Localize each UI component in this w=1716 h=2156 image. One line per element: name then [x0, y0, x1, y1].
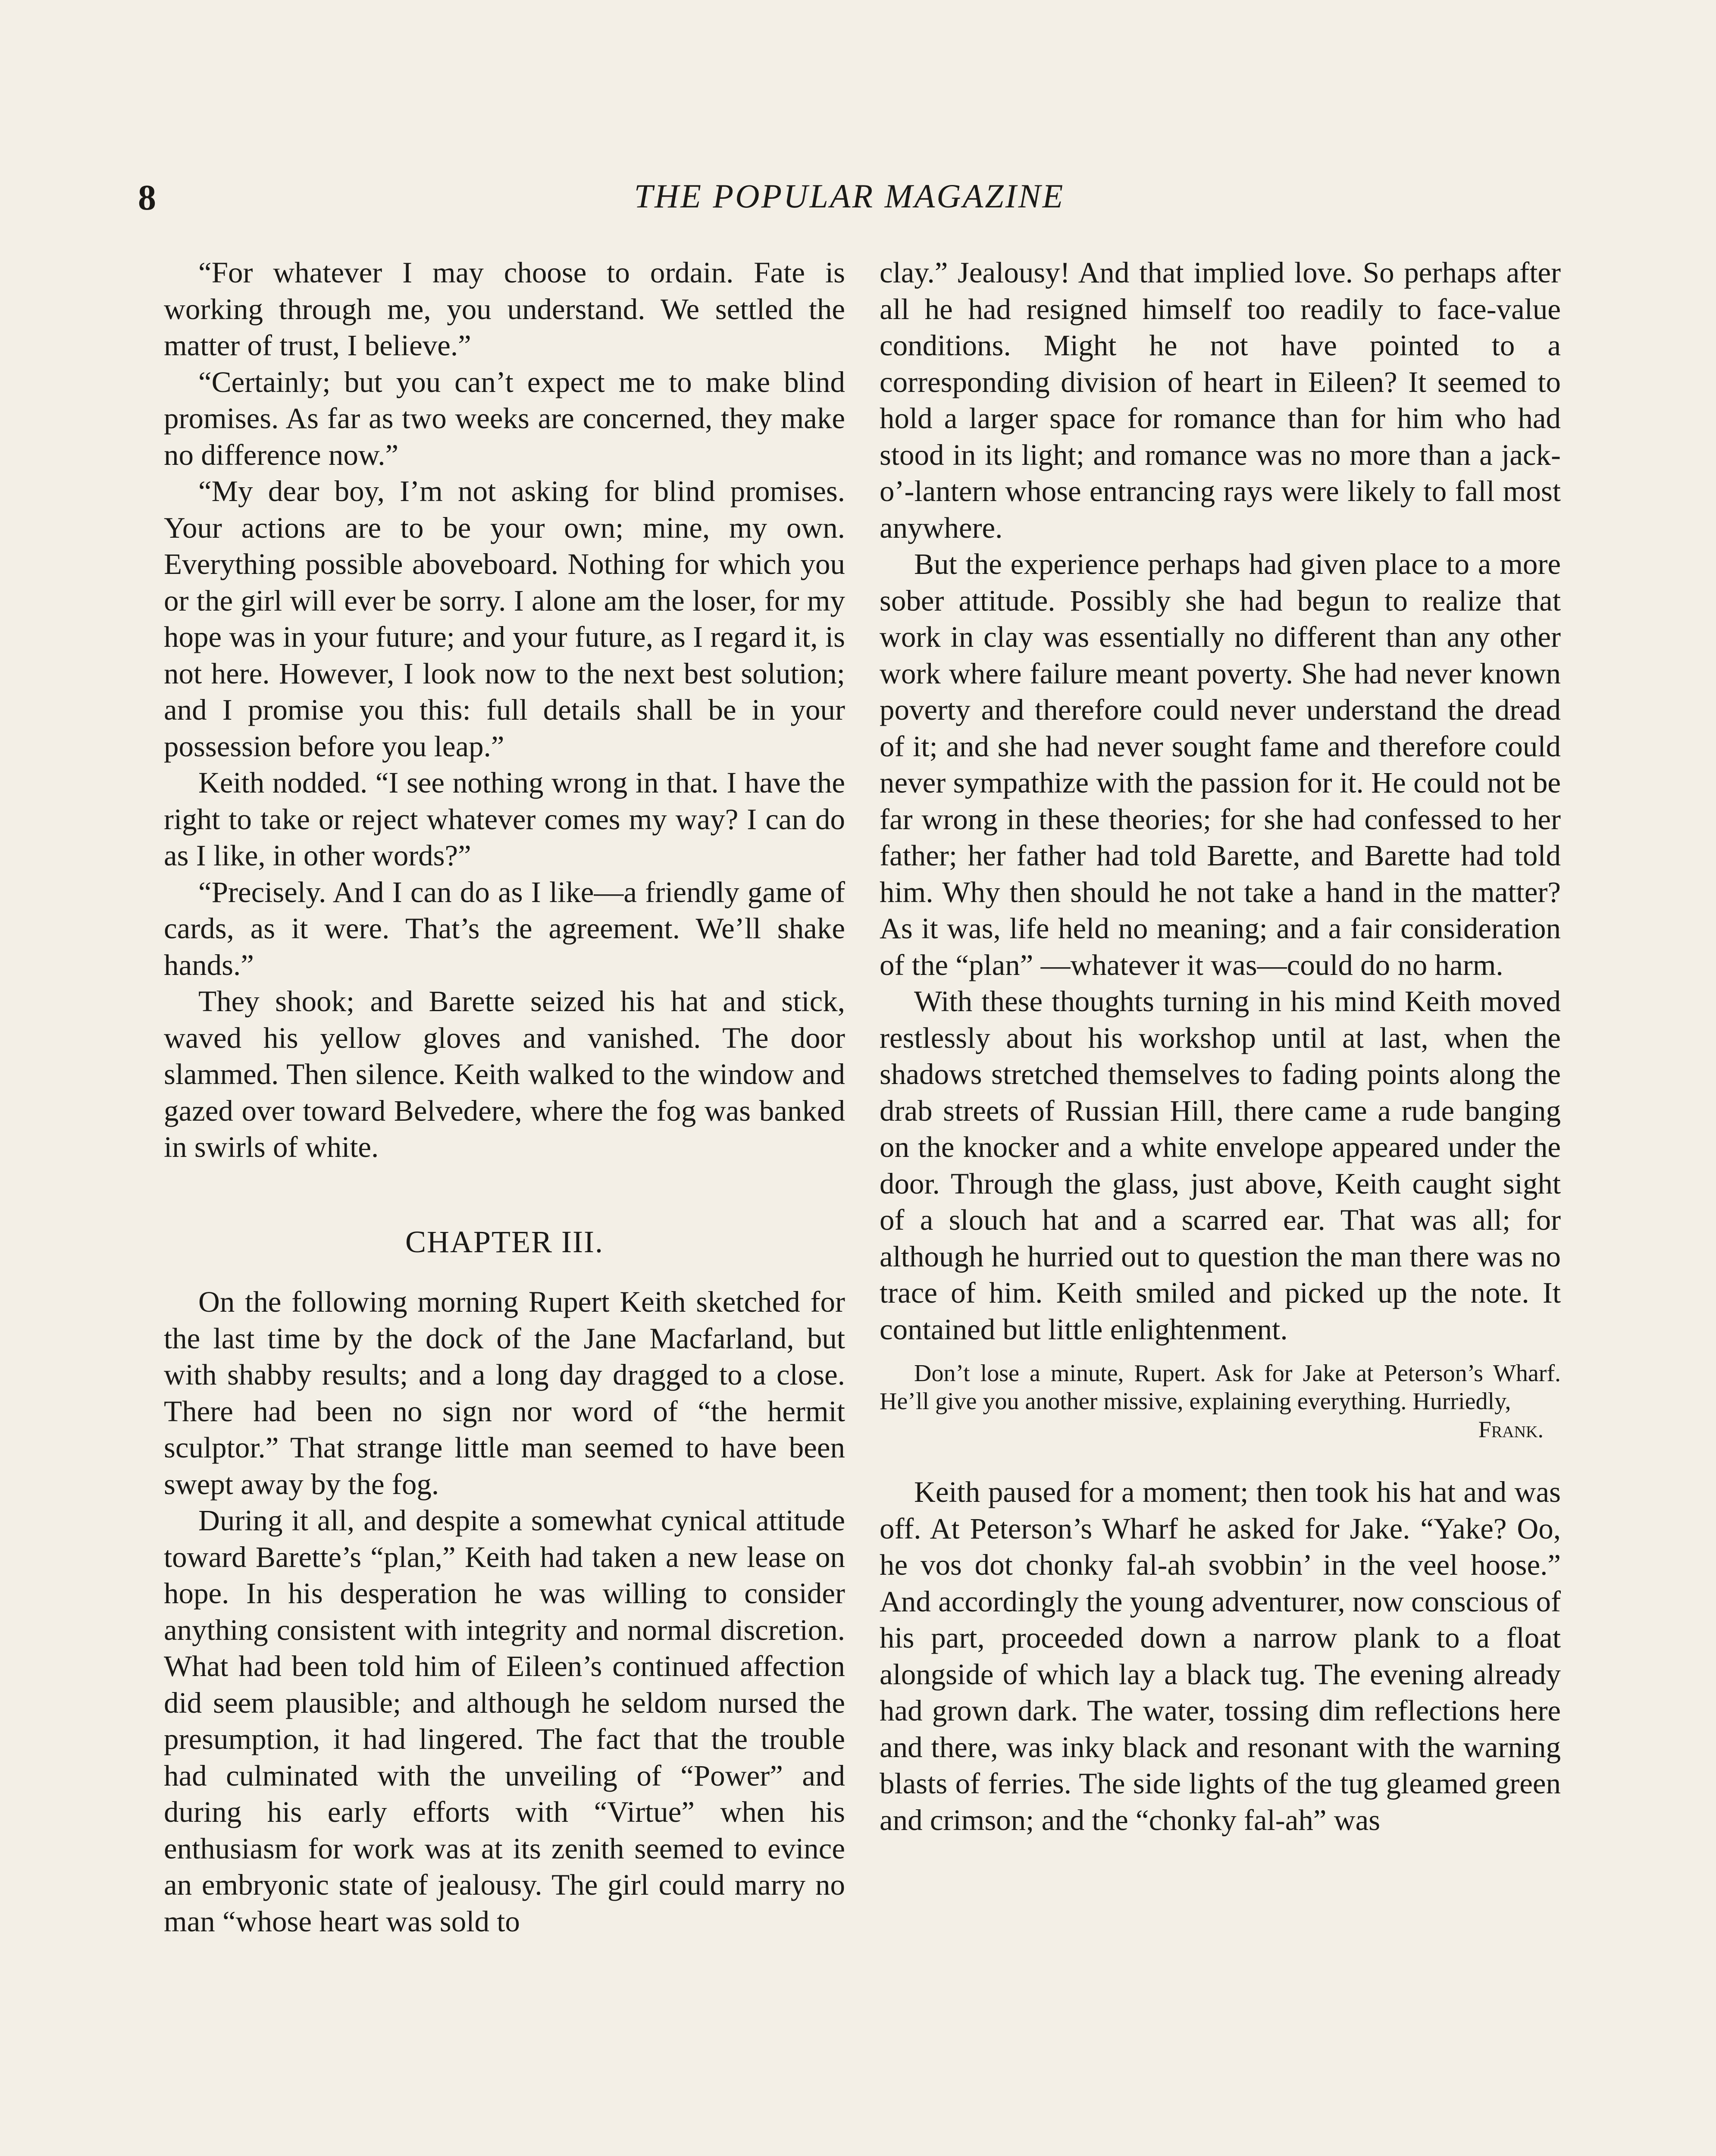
- paragraph: “My dear boy, I’m not asking for blind promises. Your actions are to be your own; mine, my own. Everything possible aboveboard. Nothing for which you or the girl will ever be sorry. I alone am the loser, for my hope was in your future; and your future, as I regard it, is not here. However, I look now to the next best solution; and I promise you this: full details shall be in your possession before you leap.”: [164, 475, 845, 763]
- note-signature: Frank.: [1478, 1416, 1544, 1442]
- chapter-heading: CHAPTER III.: [405, 1224, 604, 1259]
- paragraph: Keith paused for a moment; then took his hat and was off. At Peterson’s Wharf he asked for Jake. “Yake? Oo, he vos dot chonky fal-ah svobbin’ in the veel hoose.” And accordingly the young adventurer, now conscious of his part, proceeded down a narrow plank to a float alongside of which lay a black tug. The evening already had grown dark. The water, tossing dim reflections here and there, was inky black and resonant with the warning blasts of ferries. The side lights of the tug gleamed green and crimson; and the “chonky fal-ah” was: [880, 1476, 1561, 1836]
- page-number: 8: [138, 178, 156, 218]
- paragraph: They shook; and Barette seized his hat and stick, waved his yellow gloves and vanished. The door slammed. Then silence. Keith walked to the window and gazed over toward Belvedere, where the fog was banked in swirls of white.: [164, 985, 845, 1163]
- right-column: [880, 254, 1561, 1838]
- page-header: [138, 177, 1561, 224]
- paragraph: But the experience perhaps had given place to a more sober attitude. Possibly she had begun to realize that work in clay was essentially no different than any other work where failure meant poverty. She had never known poverty and therefore could never understand the dread of it; and she had never sought fame and therefore could never sympathize with the passion for it. He could not be far wrong in these theories; for she had confessed to her father; her father had told Barette, and Barette had told him. Why then should he not take a hand in the matter? As it was, life held no meaning; and a fair consideration of the “plan” —whatever it was—could do no harm.: [880, 548, 1561, 981]
- paragraph: “For whatever I may choose to ordain. Fate is working through me, you understand. We settled the matter of trust, I believe.”: [164, 256, 845, 362]
- running-title: THE POPULAR MAGAZINE: [634, 177, 1065, 215]
- note-text: Don’t lose a minute, Rupert. Ask for Jake at Peterson’s Wharf. He’ll give you another missive, explaining everything. Hurriedly,: [880, 1360, 1561, 1415]
- paragraph: During it all, and despite a somewhat cynical attitude toward Barette’s “plan,” Keith had taken a new lease on hope. In his desperation he was willing to consider anything consistent with integrity and normal discretion. What had been told him of Eileen’s continued affection did seem plausible; and although he seldom nursed the presumption, it had lingered. The fact that the trouble had culminated with the unveiling of “Power” and during his early efforts with “Virtue” when his enthusiasm for work was at its zenith seemed to evince an embryonic state of jealousy. The girl could marry no man “whose heart was sold to: [164, 1504, 845, 1938]
- paragraph: Keith nodded. “I see nothing wrong in that. I have the right to take or reject whatever comes my way? I can do as I like, in other words?”: [164, 766, 845, 872]
- paragraph: On the following morning Rupert Keith sketched for the last time by the dock of the Jane Macfarland, but with shabby results; and a long day dragged to a close. There had been no sign nor word of “the hermit sculptor.” That strange little man seemed to have been swept away by the fog.: [164, 1285, 845, 1501]
- paragraph: “Precisely. And I can do as I like—a friendly game of cards, as it were. That’s the agreement. We’ll shake hands.”: [164, 875, 845, 981]
- paragraph: With these thoughts turning in his mind Keith moved restlessly about his workshop until at last, when the shadows stretched themselves to fading points along the drab streets of Russian Hill, there came a rude banging on the knocker and a white envelope appeared under the door. Through the glass, just above, Keith caught sight of a slouch hat and a scarred ear. That was all; for although he hurried out to question the man there was no trace of him. Keith smiled and picked up the note. It contained but little enlightenment.: [880, 985, 1561, 1346]
- left-column: [164, 254, 845, 1940]
- letter-note: [880, 1360, 1561, 1444]
- paragraph: “Certainly; but you can’t expect me to make blind promises. As far as two weeks are concerned, they make no difference now.”: [164, 365, 845, 471]
- paragraph: clay.” Jealousy! And that implied love. So perhaps after all he had resigned himself too readily to face-value conditions. Might he not have pointed to a corresponding division of heart in Eileen? It seemed to hold a larger space for romance than for him who had stood in its light; and romance was no more than a jack-o’-lantern whose entrancing rays were likely to fall most anywhere.: [880, 256, 1561, 544]
